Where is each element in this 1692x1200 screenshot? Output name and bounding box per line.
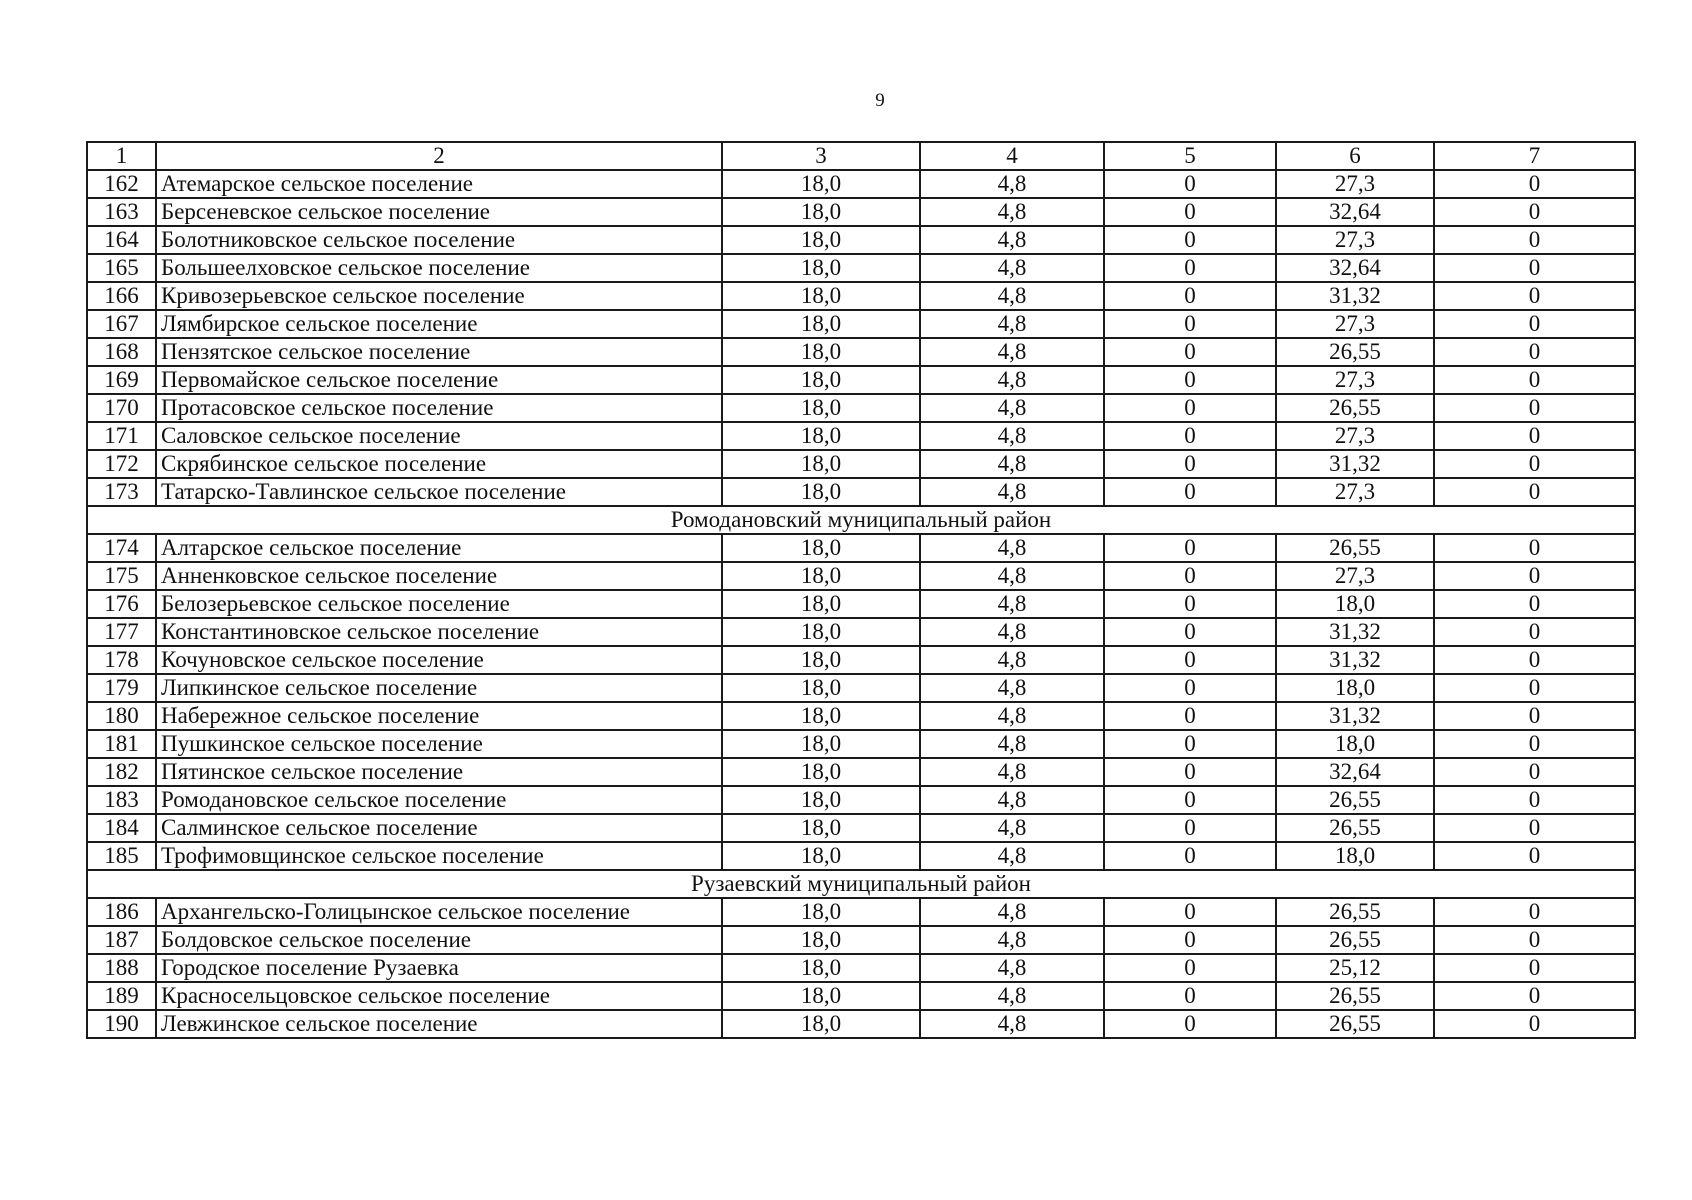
cell-col5: 0 — [1104, 758, 1276, 786]
cell-col4: 4,8 — [920, 422, 1104, 450]
cell-col7: 0 — [1434, 758, 1635, 786]
cell-number: 187 — [87, 926, 156, 954]
table-row — [87, 730, 1635, 758]
cell-name: Архангельско-Голицынское сельское поселение — [156, 898, 722, 926]
cell-col7: 0 — [1434, 926, 1635, 954]
cell-col3: 18,0 — [722, 254, 920, 282]
cell-name: Пушкинское сельское поселение — [156, 730, 722, 758]
cell-col3: 18,0 — [722, 954, 920, 982]
cell-number: 177 — [87, 618, 156, 646]
cell-col6: 18,0 — [1276, 730, 1434, 758]
table-row — [87, 366, 1635, 394]
cell-col5: 0 — [1104, 394, 1276, 422]
cell-col7: 0 — [1434, 954, 1635, 982]
cell-name: Набережное сельское поселение — [156, 702, 722, 730]
table-row — [87, 422, 1635, 450]
cell-number: 189 — [87, 982, 156, 1010]
cell-col6: 26,55 — [1276, 394, 1434, 422]
cell-col5: 0 — [1104, 730, 1276, 758]
cell-col3: 18,0 — [722, 226, 920, 254]
table-row — [87, 618, 1635, 646]
cell-name: Болотниковское сельское поселение — [156, 226, 722, 254]
header-cell-7: 7 — [1434, 142, 1635, 170]
cell-col6: 32,64 — [1276, 758, 1434, 786]
table-row — [87, 926, 1635, 954]
header-cell-3: 3 — [722, 142, 920, 170]
table-row — [87, 562, 1635, 590]
cell-col4: 4,8 — [920, 898, 1104, 926]
cell-col5: 0 — [1104, 562, 1276, 590]
cell-col4: 4,8 — [920, 674, 1104, 702]
cell-col6: 27,3 — [1276, 422, 1434, 450]
cell-col4: 4,8 — [920, 730, 1104, 758]
cell-number: 190 — [87, 1010, 156, 1038]
cell-col7: 0 — [1434, 702, 1635, 730]
cell-col6: 27,3 — [1276, 226, 1434, 254]
cell-col3: 18,0 — [722, 562, 920, 590]
data-table — [86, 141, 1636, 1039]
cell-col5: 0 — [1104, 646, 1276, 674]
cell-name: Первомайское сельское поселение — [156, 366, 722, 394]
cell-col6: 31,32 — [1276, 282, 1434, 310]
cell-number: 167 — [87, 310, 156, 338]
cell-col4: 4,8 — [920, 394, 1104, 422]
cell-col5: 0 — [1104, 478, 1276, 506]
cell-number: 172 — [87, 450, 156, 478]
table-row — [87, 702, 1635, 730]
cell-col4: 4,8 — [920, 954, 1104, 982]
page-number: 9 — [875, 90, 885, 111]
cell-name: Скрябинское сельское поселение — [156, 450, 722, 478]
cell-col7: 0 — [1434, 590, 1635, 618]
cell-col6: 26,55 — [1276, 926, 1434, 954]
cell-col3: 18,0 — [722, 422, 920, 450]
cell-name: Берсеневское сельское поселение — [156, 198, 722, 226]
cell-number: 171 — [87, 422, 156, 450]
table-row — [87, 338, 1635, 366]
cell-col7: 0 — [1434, 282, 1635, 310]
cell-col4: 4,8 — [920, 338, 1104, 366]
cell-number: 183 — [87, 786, 156, 814]
cell-name: Кривозерьевское сельское поселение — [156, 282, 722, 310]
cell-col3: 18,0 — [722, 702, 920, 730]
cell-number: 180 — [87, 702, 156, 730]
cell-col4: 4,8 — [920, 982, 1104, 1010]
table-row — [87, 170, 1635, 198]
cell-col6: 31,32 — [1276, 646, 1434, 674]
table-row — [87, 590, 1635, 618]
header-cell-6: 6 — [1276, 142, 1434, 170]
table-row — [87, 982, 1635, 1010]
cell-col3: 18,0 — [722, 282, 920, 310]
cell-name: Болдовское сельское поселение — [156, 926, 722, 954]
cell-col6: 26,55 — [1276, 982, 1434, 1010]
cell-name: Городское поселение Рузаевка — [156, 954, 722, 982]
cell-col5: 0 — [1104, 282, 1276, 310]
table-row — [87, 842, 1635, 870]
table-row — [87, 282, 1635, 310]
cell-col3: 18,0 — [722, 646, 920, 674]
cell-name: Протасовское сельское поселение — [156, 394, 722, 422]
table-row — [87, 786, 1635, 814]
cell-col7: 0 — [1434, 422, 1635, 450]
cell-name: Белозерьевское сельское поселение — [156, 590, 722, 618]
header-cell-2: 2 — [156, 142, 722, 170]
cell-number: 164 — [87, 226, 156, 254]
table-row — [87, 674, 1635, 702]
table-row — [87, 954, 1635, 982]
cell-col7: 0 — [1434, 982, 1635, 1010]
cell-number: 173 — [87, 478, 156, 506]
cell-col3: 18,0 — [722, 450, 920, 478]
cell-col4: 4,8 — [920, 254, 1104, 282]
cell-col4: 4,8 — [920, 534, 1104, 562]
cell-col5: 0 — [1104, 674, 1276, 702]
cell-col4: 4,8 — [920, 170, 1104, 198]
cell-col4: 4,8 — [920, 814, 1104, 842]
cell-col6: 26,55 — [1276, 898, 1434, 926]
cell-col6: 27,3 — [1276, 170, 1434, 198]
cell-col6: 26,55 — [1276, 534, 1434, 562]
cell-number: 188 — [87, 954, 156, 982]
cell-name: Пятинское сельское поселение — [156, 758, 722, 786]
cell-col7: 0 — [1434, 1010, 1635, 1038]
cell-col7: 0 — [1434, 814, 1635, 842]
cell-col7: 0 — [1434, 618, 1635, 646]
table-row — [87, 394, 1635, 422]
cell-col5: 0 — [1104, 814, 1276, 842]
table-row — [87, 1010, 1635, 1038]
cell-col4: 4,8 — [920, 1010, 1104, 1038]
header-row — [87, 142, 1635, 170]
cell-col6: 31,32 — [1276, 618, 1434, 646]
cell-number: 165 — [87, 254, 156, 282]
cell-col3: 18,0 — [722, 366, 920, 394]
cell-name: Пензятское сельское поселение — [156, 338, 722, 366]
cell-number: 185 — [87, 842, 156, 870]
cell-col7: 0 — [1434, 170, 1635, 198]
cell-number: 181 — [87, 730, 156, 758]
cell-name: Липкинское сельское поселение — [156, 674, 722, 702]
cell-col6: 27,3 — [1276, 562, 1434, 590]
cell-col4: 4,8 — [920, 226, 1104, 254]
table-row — [87, 898, 1635, 926]
cell-col4: 4,8 — [920, 478, 1104, 506]
cell-col7: 0 — [1434, 786, 1635, 814]
cell-col3: 18,0 — [722, 842, 920, 870]
cell-col7: 0 — [1434, 366, 1635, 394]
cell-col6: 26,55 — [1276, 1010, 1434, 1038]
cell-col7: 0 — [1434, 534, 1635, 562]
cell-col7: 0 — [1434, 842, 1635, 870]
cell-col3: 18,0 — [722, 730, 920, 758]
cell-number: 176 — [87, 590, 156, 618]
table-row — [87, 310, 1635, 338]
cell-col4: 4,8 — [920, 450, 1104, 478]
cell-col5: 0 — [1104, 254, 1276, 282]
cell-col6: 18,0 — [1276, 674, 1434, 702]
cell-number: 182 — [87, 758, 156, 786]
table-body — [87, 142, 1635, 1038]
cell-col3: 18,0 — [722, 394, 920, 422]
cell-name: Алтарское сельское поселение — [156, 534, 722, 562]
cell-col7: 0 — [1434, 478, 1635, 506]
cell-name: Лямбирское сельское поселение — [156, 310, 722, 338]
cell-col4: 4,8 — [920, 310, 1104, 338]
cell-col3: 18,0 — [722, 618, 920, 646]
cell-number: 184 — [87, 814, 156, 842]
cell-name: Ромодановское сельское поселение — [156, 786, 722, 814]
cell-number: 186 — [87, 898, 156, 926]
cell-col4: 4,8 — [920, 198, 1104, 226]
cell-col6: 18,0 — [1276, 842, 1434, 870]
cell-col6: 25,12 — [1276, 954, 1434, 982]
cell-col3: 18,0 — [722, 590, 920, 618]
header-cell-1: 1 — [87, 142, 156, 170]
cell-col5: 0 — [1104, 534, 1276, 562]
cell-col6: 31,32 — [1276, 702, 1434, 730]
section-row — [87, 870, 1635, 898]
cell-col6: 32,64 — [1276, 254, 1434, 282]
cell-name: Татарско-Тавлинское сельское поселение — [156, 478, 722, 506]
table-row — [87, 814, 1635, 842]
table-row — [87, 478, 1635, 506]
cell-col4: 4,8 — [920, 842, 1104, 870]
cell-col7: 0 — [1434, 338, 1635, 366]
cell-col3: 18,0 — [722, 786, 920, 814]
cell-col7: 0 — [1434, 450, 1635, 478]
cell-col7: 0 — [1434, 254, 1635, 282]
cell-col4: 4,8 — [920, 282, 1104, 310]
table-row — [87, 450, 1635, 478]
cell-col4: 4,8 — [920, 366, 1104, 394]
cell-col3: 18,0 — [722, 814, 920, 842]
cell-col7: 0 — [1434, 674, 1635, 702]
cell-col4: 4,8 — [920, 618, 1104, 646]
cell-col6: 18,0 — [1276, 590, 1434, 618]
table-row — [87, 254, 1635, 282]
cell-col7: 0 — [1434, 562, 1635, 590]
cell-name: Красносельцовское сельское поселение — [156, 982, 722, 1010]
cell-col6: 27,3 — [1276, 366, 1434, 394]
cell-col3: 18,0 — [722, 198, 920, 226]
cell-col4: 4,8 — [920, 758, 1104, 786]
cell-col7: 0 — [1434, 646, 1635, 674]
cell-number: 174 — [87, 534, 156, 562]
cell-col4: 4,8 — [920, 590, 1104, 618]
cell-col5: 0 — [1104, 702, 1276, 730]
cell-col5: 0 — [1104, 954, 1276, 982]
cell-col3: 18,0 — [722, 170, 920, 198]
table-row — [87, 758, 1635, 786]
cell-col7: 0 — [1434, 730, 1635, 758]
cell-col3: 18,0 — [722, 1010, 920, 1038]
cell-number: 179 — [87, 674, 156, 702]
cell-name: Левжинское сельское поселение — [156, 1010, 722, 1038]
cell-number: 175 — [87, 562, 156, 590]
cell-col5: 0 — [1104, 366, 1276, 394]
section-row — [87, 506, 1635, 534]
cell-col5: 0 — [1104, 898, 1276, 926]
cell-col5: 0 — [1104, 618, 1276, 646]
header-cell-5: 5 — [1104, 142, 1276, 170]
cell-col5: 0 — [1104, 590, 1276, 618]
cell-col3: 18,0 — [722, 926, 920, 954]
cell-col3: 18,0 — [722, 758, 920, 786]
cell-number: 163 — [87, 198, 156, 226]
cell-col5: 0 — [1104, 310, 1276, 338]
cell-name: Салминское сельское поселение — [156, 814, 722, 842]
cell-name: Большеелховское сельское поселение — [156, 254, 722, 282]
cell-name: Саловское сельское поселение — [156, 422, 722, 450]
cell-col6: 31,32 — [1276, 450, 1434, 478]
cell-col5: 0 — [1104, 226, 1276, 254]
section-title: Рузаевский муниципальный район — [87, 870, 1635, 898]
cell-col3: 18,0 — [722, 338, 920, 366]
cell-name: Анненковское сельское поселение — [156, 562, 722, 590]
header-cell-4: 4 — [920, 142, 1104, 170]
cell-col4: 4,8 — [920, 562, 1104, 590]
cell-col5: 0 — [1104, 842, 1276, 870]
cell-col7: 0 — [1434, 226, 1635, 254]
cell-col4: 4,8 — [920, 646, 1104, 674]
cell-col7: 0 — [1434, 198, 1635, 226]
table-row — [87, 226, 1635, 254]
table-row — [87, 534, 1635, 562]
cell-col6: 26,55 — [1276, 786, 1434, 814]
cell-col7: 0 — [1434, 394, 1635, 422]
cell-name: Трофимовщинское сельское поселение — [156, 842, 722, 870]
cell-col5: 0 — [1104, 450, 1276, 478]
cell-number: 169 — [87, 366, 156, 394]
cell-number: 162 — [87, 170, 156, 198]
cell-name: Константиновское сельское поселение — [156, 618, 722, 646]
cell-col6: 26,55 — [1276, 338, 1434, 366]
cell-number: 168 — [87, 338, 156, 366]
cell-col3: 18,0 — [722, 898, 920, 926]
cell-col5: 0 — [1104, 786, 1276, 814]
table-row — [87, 646, 1635, 674]
cell-name: Кочуновское сельское поселение — [156, 646, 722, 674]
cell-col6: 26,55 — [1276, 814, 1434, 842]
cell-col7: 0 — [1434, 310, 1635, 338]
cell-name: Атемарское сельское поселение — [156, 170, 722, 198]
cell-col3: 18,0 — [722, 478, 920, 506]
section-title: Ромодановский муниципальный район — [87, 506, 1635, 534]
table-row — [87, 198, 1635, 226]
cell-col6: 27,3 — [1276, 310, 1434, 338]
cell-col6: 27,3 — [1276, 478, 1434, 506]
cell-col3: 18,0 — [722, 310, 920, 338]
cell-col4: 4,8 — [920, 702, 1104, 730]
cell-col5: 0 — [1104, 198, 1276, 226]
cell-col5: 0 — [1104, 170, 1276, 198]
cell-col3: 18,0 — [722, 534, 920, 562]
cell-col5: 0 — [1104, 926, 1276, 954]
cell-col4: 4,8 — [920, 926, 1104, 954]
cell-col6: 32,64 — [1276, 198, 1434, 226]
cell-col5: 0 — [1104, 982, 1276, 1010]
cell-col7: 0 — [1434, 898, 1635, 926]
cell-col4: 4,8 — [920, 786, 1104, 814]
cell-col5: 0 — [1104, 1010, 1276, 1038]
cell-number: 166 — [87, 282, 156, 310]
cell-number: 170 — [87, 394, 156, 422]
cell-number: 178 — [87, 646, 156, 674]
cell-col3: 18,0 — [722, 982, 920, 1010]
cell-col5: 0 — [1104, 422, 1276, 450]
cell-col5: 0 — [1104, 338, 1276, 366]
cell-col3: 18,0 — [722, 674, 920, 702]
